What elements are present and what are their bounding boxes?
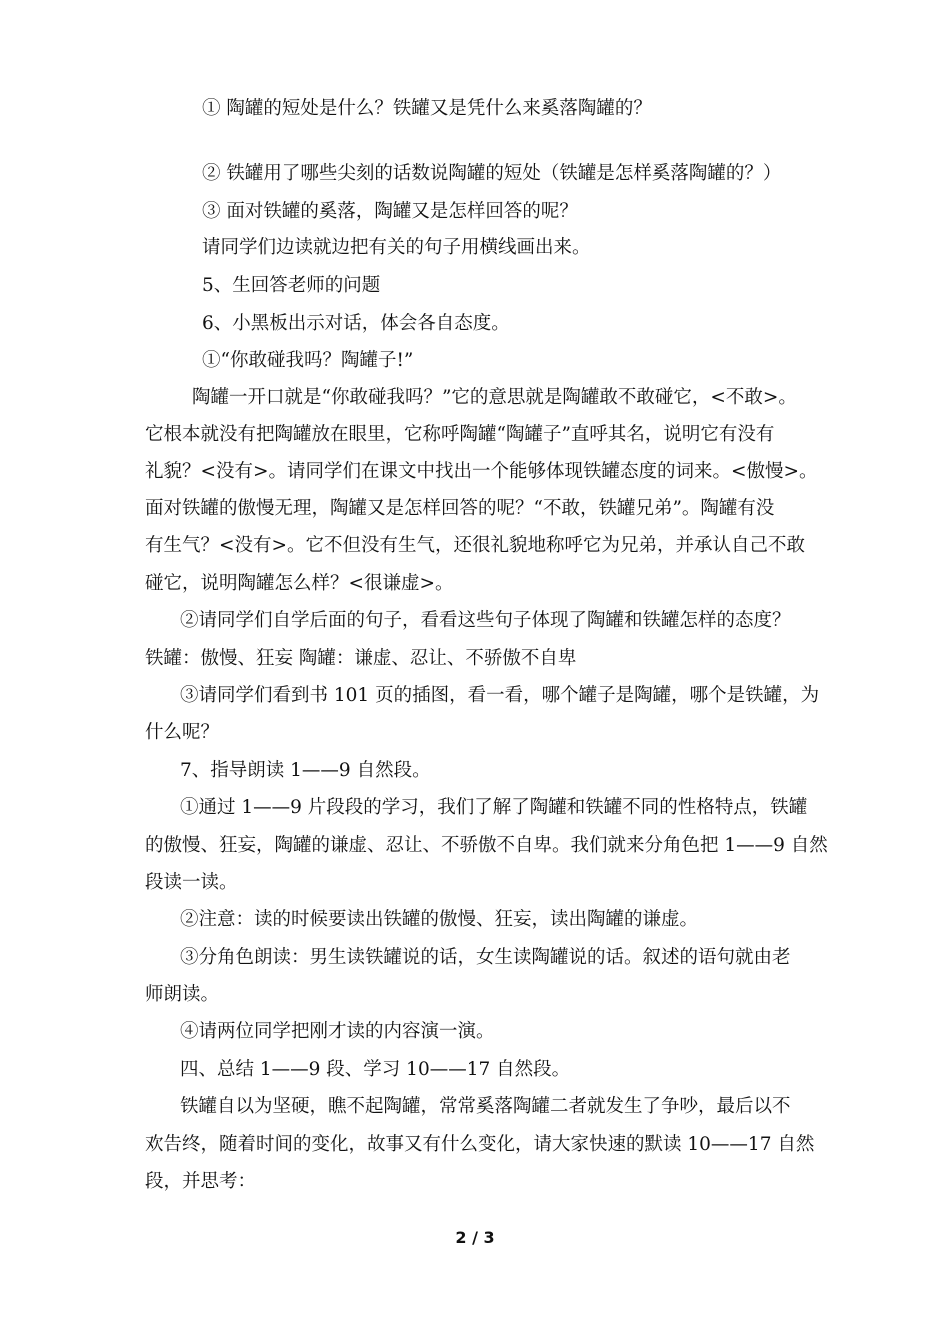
paragraph-line: ④请两位同学把刚才读的内容演一演。 <box>180 1021 495 1042</box>
paragraph-line: 欢告终，随着时间的变化，故事又有什么变化，请大家快速的默读 10——17 自然 <box>145 1134 815 1155</box>
question-line: ③ 面对铁罐的奚落，陶罐又是怎样回答的呢？ <box>202 201 578 222</box>
paragraph-line: 礼貌？<没有>。请同学们在课文中找出一个能够体现铁罐态度的词来。<傲慢>。 <box>145 461 818 482</box>
page-number: 2 / 3 <box>455 1228 495 1247</box>
step-heading: 5、生回答老师的问题 <box>202 275 381 296</box>
paragraph-line: 碰它，说明陶罐怎么样？<很谦虚>。 <box>145 573 454 594</box>
paragraph-line: 什么呢？ <box>145 722 220 743</box>
paragraph-line: 的傲慢、狂妄，陶罐的谦虚、忍让、不骄傲不自卑。我们就来分角色把 1——9 自然 <box>145 835 828 856</box>
paragraph-line: ③分角色朗读：男生读铁罐说的话，女生读陶罐说的话。叙述的语句就由老 <box>180 947 791 968</box>
instruction-line: 请同学们边读就边把有关的句子用横线画出来。 <box>202 237 591 258</box>
paragraph-line: ②请同学们自学后面的句子，看看这些句子体现了陶罐和铁罐怎样的态度？ <box>180 610 791 631</box>
paragraph-line: 段读一读。 <box>145 872 238 893</box>
paragraph-line: 陶罐一开口就是“你敢碰我吗？”它的意思就是陶罐敢不敢碰它，<不敢>。 <box>192 387 797 408</box>
paragraph-line: ②注意：读的时候要读出铁罐的傲慢、狂妄，读出陶罐的谦虚。 <box>180 909 699 930</box>
paragraph-line: 有生气？<没有>。它不但没有生气，还很礼貌地称呼它为兄弟，并承认自己不敢 <box>145 535 806 556</box>
section-heading: 四、总结 1——9 段、学习 10——17 自然段。 <box>180 1059 571 1080</box>
paragraph-line: 铁罐自以为坚硬，瞧不起陶罐，常常奚落陶罐二者就发生了争吵，最后以不 <box>180 1096 791 1117</box>
step-heading: 6、小黑板出示对话，体会各自态度。 <box>202 313 510 334</box>
question-line: ① 陶罐的短处是什么？铁罐又是凭什么来奚落陶罐的？ <box>202 98 652 119</box>
dialogue-quote: ①“你敢碰我吗？陶罐子!” <box>202 350 414 371</box>
step-heading: 7、指导朗读 1——9 自然段。 <box>180 760 431 781</box>
question-line: ② 铁罐用了哪些尖刻的话数说陶罐的短处（铁罐是怎样奚落陶罐的？） <box>202 163 782 184</box>
paragraph-line: 它根本就没有把陶罐放在眼里，它称呼陶罐“陶罐子”直呼其名，说明它有没有 <box>145 424 775 445</box>
paragraph-line: 段，并思考： <box>145 1171 257 1192</box>
paragraph-line: 师朗读。 <box>145 984 220 1005</box>
paragraph-line: ①通过 1——9 片段段的学习，我们了解了陶罐和铁罐不同的性格特点，铁罐 <box>180 797 808 818</box>
paragraph-line: 面对铁罐的傲慢无理，陶罐又是怎样回答的呢？“不敢，铁罐兄弟”。陶罐有没 <box>145 498 775 519</box>
paragraph-line: ③请同学们看到书 101 页的插图，看一看，哪个罐子是陶罐，哪个是铁罐，为 <box>180 685 820 706</box>
paragraph-line: 铁罐：傲慢、狂妄 陶罐：谦虚、忍让、不骄傲不自卑 <box>145 648 577 669</box>
